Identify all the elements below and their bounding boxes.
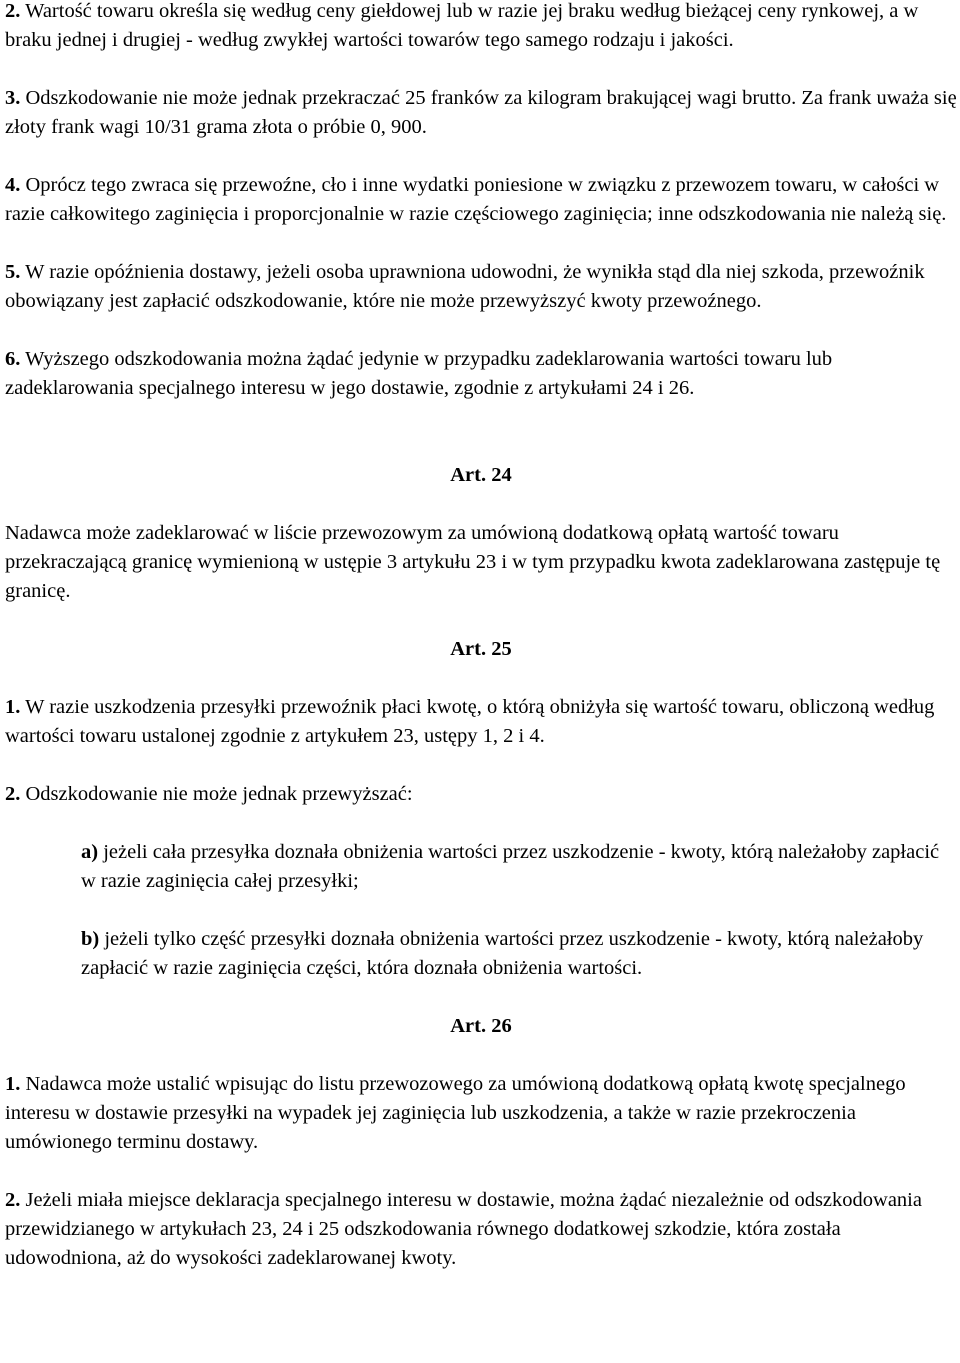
art23-para-5	[5, 258, 957, 316]
para-number: 1.	[5, 1073, 21, 1095]
para-number: 6.	[5, 348, 21, 370]
art26-para-1	[5, 1070, 957, 1157]
document-page	[5, 0, 957, 1302]
art23-para-3	[5, 84, 957, 142]
para-text: Nadawca może ustalić wpisując do listu przewozowego za umówioną dodatkową opłatą kwotę specjalnego interesu w dostawie przesyłki na wypadek jej zaginięcia lub uszkodzenia, a także w razie przekroczenia umówionego terminu dostawy.	[5, 1073, 906, 1153]
para-text: Wartość towaru określa się według ceny giełdowej lub w razie jej braku według bieżącej ceny rynkowej, a w braku jednej i drugiej - według zwykłej wartości towarów tego samego rodzaju i jakości.	[5, 0, 919, 51]
point-text: jeżeli cała przesyłka doznała obniżenia wartości przez uszkodzenie - kwoty, którą należałoby zapłacić w razie zaginięcia całej przesyłki;	[81, 841, 940, 892]
para-number: 2.	[5, 1189, 21, 1211]
art25-para-1	[5, 693, 957, 751]
para-number: 3.	[5, 87, 21, 109]
art25-para-2	[5, 780, 957, 809]
section-spacer	[5, 432, 957, 461]
art26-para-2	[5, 1186, 957, 1273]
article-heading-24: Art. 24	[450, 464, 512, 486]
para-number: 2.	[5, 0, 21, 22]
para-text: Jeżeli miała miejsce deklaracja specjalnego interesu w dostawie, można żądać niezależnie od odszkodowania przewidzianego w artykułach 23, 24 i 25 odszkodowania równego dodatkowej szkodzie, która została udowodniona, aż do wysokości zadeklarowanej kwoty.	[5, 1189, 922, 1269]
para-number: 5.	[5, 261, 21, 283]
point-label: b)	[81, 928, 100, 950]
article-heading-26: Art. 26	[450, 1015, 512, 1037]
para-number: 2.	[5, 783, 21, 805]
para-text: Wyższego odszkodowania można żądać jedynie w przypadku zadeklarowania wartości towaru lub zadeklarowania specjalnego interesu w jego dostawie, zgodnie z artykułami 24 i 26.	[5, 348, 833, 399]
article-heading-25: Art. 25	[450, 638, 512, 660]
para-text: Odszkodowanie nie może jednak przekraczać 25 franków za kilogram brakującej wagi brutto. Za frank uważa się złoty frank wagi 10/31 grama złota o próbie 0, 900.	[5, 87, 957, 138]
para-number: 1.	[5, 696, 21, 718]
art23-para-4	[5, 171, 957, 229]
art24-para	[5, 519, 957, 606]
para-text: W razie uszkodzenia przesyłki przewoźnik płaci kwotę, o którą obniżyła się wartość towaru, obliczoną według wartości towaru ustalonej zgodnie z artykułem 23, ustępy 1, 2 i 4.	[5, 696, 935, 747]
art25-point-a	[81, 838, 957, 896]
art23-para-6	[5, 345, 957, 403]
art23-para-2	[5, 0, 957, 55]
para-text: W razie opóźnienia dostawy, jeżeli osoba uprawniona udowodni, że wynikła stąd dla niej szkoda, przewoźnik obowiązany jest zapłacić odszkodowanie, które nie może przewyższyć kwoty przewoźnego.	[5, 261, 925, 312]
para-text: Odszkodowanie nie może jednak przewyższać:	[20, 783, 413, 805]
point-text: jeżeli tylko część przesyłki doznała obniżenia wartości przez uszkodzenie - kwoty, którą należałoby zapłacić w razie zaginięcia części, która doznała obniżenia wartości.	[81, 928, 924, 979]
point-label: a)	[81, 841, 99, 863]
para-number: 4.	[5, 174, 21, 196]
para-text: Nadawca może zadeklarować w liście przewozowym za umówioną dodatkową opłatą wartość towaru przekraczającą granicę wymienioną w ustępie 3 artykułu 23 i w tym przypadku kwota zadeklarowana zastępuje tę granicę.	[5, 522, 941, 602]
para-text: Oprócz tego zwraca się przewoźne, cło i inne wydatki poniesione w związku z przewozem towaru, w całości w razie całkowitego zaginięcia i proporcjonalnie w razie częściowego zaginięcia; inne odszkodowania nie należą się.	[5, 174, 947, 225]
art25-point-b	[81, 925, 957, 983]
